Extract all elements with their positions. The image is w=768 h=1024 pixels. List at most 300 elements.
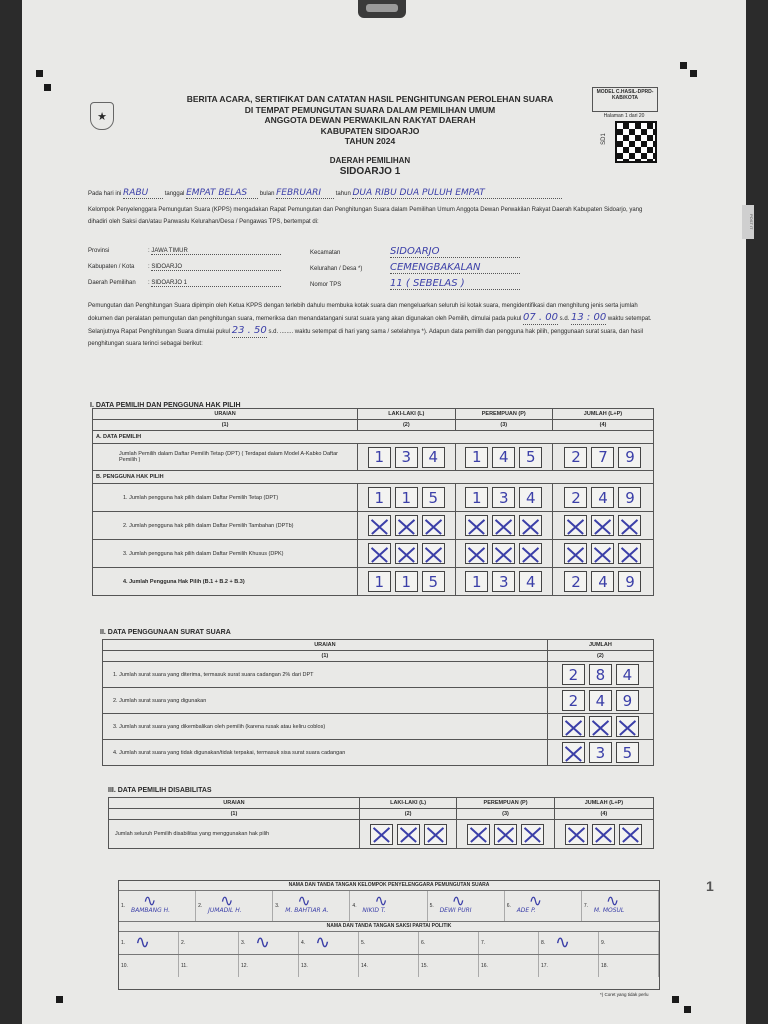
column-header: URAIAN — [109, 798, 360, 809]
crossed-box[interactable] — [465, 515, 488, 536]
saksi-signature-cell[interactable] — [539, 932, 599, 954]
digit-box[interactable]: 5 — [422, 487, 445, 508]
signature-scribble-icon: ∿ — [143, 891, 157, 910]
value-cell — [358, 484, 455, 512]
digit-box[interactable]: 1 — [368, 571, 391, 592]
column-header: URAIAN — [103, 640, 548, 651]
digit-box[interactable]: 4 — [492, 447, 515, 468]
kabupaten-label: Kabupaten / Kota — [88, 264, 135, 270]
kecamatan-label: Kecamatan — [310, 250, 341, 256]
column-number-row — [93, 420, 654, 431]
digit-box[interactable]: 9 — [616, 690, 639, 711]
kelurahan-label: Kelurahan / Desa *) — [310, 266, 363, 272]
form-title — [150, 94, 590, 147]
signature-scribble-icon: ∿ — [374, 891, 388, 910]
digit-box-group — [551, 742, 650, 763]
digit-box[interactable]: 5 — [422, 571, 445, 592]
value-cell — [547, 740, 653, 766]
signature-number: 9. — [601, 940, 606, 946]
row-label: 2. Jumlah pengguna hak pilih dalam Daftar Pemilih Tambahan (DPTb) — [93, 512, 358, 540]
table-row — [93, 540, 654, 568]
row-label: Jumlah Pemilih dalam Daftar Pemilih Tetap (DPT) ( Terdapat dalam Model A-Kabko Daftar Pemilih ) — [93, 444, 358, 471]
saksi-signature-cell[interactable] — [599, 932, 659, 954]
kpps-signature-cell[interactable] — [196, 891, 273, 921]
signature-number: 14. — [361, 963, 368, 969]
value-cell — [547, 688, 653, 714]
table-row — [103, 662, 654, 688]
digit-box[interactable]: 9 — [618, 487, 641, 508]
title-line: ANGGOTA DEWAN PERWAKILAN RAKYAT DAERAH — [264, 115, 476, 125]
row-label: 3. Jumlah surat suara yang dikembalikan oleh pemilih (karena rusak atau keliru coblos) — [103, 714, 548, 740]
tps-value[interactable]: 11 ( SEBELAS ) — [390, 278, 520, 290]
tanggal-value[interactable]: EMPAT BELAS — [186, 188, 258, 199]
saksi-signature-cell[interactable] — [239, 932, 299, 954]
selesai-time[interactable]: 13 : 00 — [571, 312, 607, 323]
daerah-label: DAERAH PEMILIHAN — [329, 156, 411, 165]
column-number-row — [103, 651, 654, 662]
waktu-setempat-text: waktu setempat. — [607, 316, 652, 322]
crossed-box[interactable] — [519, 543, 542, 564]
table-row — [93, 484, 654, 512]
crossed-box[interactable] — [521, 824, 544, 845]
table-row — [93, 431, 654, 444]
kpps-signature-name: JUMADIL H. — [208, 907, 242, 914]
crossed-box[interactable] — [424, 824, 447, 845]
crossed-box[interactable] — [395, 515, 418, 536]
signature-scribble-icon: ∿ — [605, 891, 620, 910]
kecamatan-row — [310, 246, 520, 258]
saksi-signature-cell[interactable] — [479, 932, 539, 954]
signature-number: 17. — [541, 963, 548, 969]
digit-box[interactable]: 2 — [564, 571, 587, 592]
digit-box[interactable]: 4 — [422, 447, 445, 468]
time-text-a: Pemungutan dan Penghitungan Suara dipimpin oleh Ketua KPPS dengan terlebih dahulu membuka kotak suara dan mengeluarkan seluruh isi kotak suara, mengidentifikasi dan menghitung jenis serta jumlah dokumen dan peralatan pemungutan dan penghitungan suara, memeriksa dan menandatangani surat suara yang akan digunakan oleh Pemilih, dimulai pada pukul — [88, 303, 638, 322]
column-number: (1) — [103, 651, 548, 662]
value-cell — [552, 568, 653, 596]
kelurahan-value[interactable]: CEMENGBAKALAN — [390, 262, 520, 274]
digit-box[interactable]: 1 — [395, 487, 418, 508]
column-number: (3) — [455, 420, 552, 431]
corner-mark-icon — [36, 70, 43, 77]
digit-box-group — [361, 487, 451, 508]
crossed-box[interactable] — [467, 824, 490, 845]
hari-value[interactable]: RABU — [123, 188, 163, 199]
signature-number: 6. — [506, 903, 511, 909]
subsection-label: A. DATA PEMILIH — [93, 431, 654, 444]
column-header: PEREMPUAN (P) — [455, 409, 552, 420]
kecamatan-value[interactable]: SIDOARJO — [390, 246, 520, 258]
crossed-box[interactable] — [519, 515, 542, 536]
saksi-signature-cell[interactable] — [239, 955, 299, 977]
digit-box-group — [551, 664, 650, 685]
bulan-label: bulan — [259, 191, 275, 197]
value-cell — [552, 512, 653, 540]
crossed-box[interactable] — [616, 716, 639, 737]
title-line: BERITA ACARA, SERTIFIKAT DAN CATATAN HASIL PENGHITUNGAN PEROLEHAN SUARA — [186, 94, 554, 104]
signature-number: 7. — [583, 903, 589, 909]
saksi-signature-cell[interactable] — [419, 955, 479, 977]
digit-box-group — [459, 447, 549, 468]
section-2-title: II. DATA PENGGUNAAN SURAT SUARA — [100, 629, 231, 636]
section-3-title: III. DATA PEMILIH DISABILITAS — [108, 787, 212, 794]
kelurahan-row — [310, 262, 520, 274]
digit-box-group — [556, 543, 650, 564]
title-line: TAHUN 2024 — [344, 136, 396, 146]
digit-box[interactable]: 4 — [589, 690, 612, 711]
provinsi-row: Provinsi : JAWA TIMUR — [88, 248, 281, 255]
digit-box-group — [460, 824, 550, 845]
saksi-signature-cell[interactable] — [179, 932, 239, 954]
table-header-row — [103, 640, 654, 651]
digit-box[interactable]: 1 — [368, 487, 391, 508]
column-header: JUMLAH — [547, 640, 653, 651]
digit-box[interactable]: 4 — [519, 571, 542, 592]
signature-scribble-icon: ∿ — [297, 891, 311, 910]
kpps-signature-cell[interactable] — [273, 891, 350, 921]
table-row — [103, 714, 654, 740]
column-header: LAKI-LAKI (L) — [358, 409, 455, 420]
digit-box-group — [556, 571, 650, 592]
dapil-value[interactable]: SIDOARJO 1 — [151, 280, 281, 287]
ballot-usage-table — [102, 639, 654, 766]
digit-box-group — [361, 543, 451, 564]
value-cell — [552, 540, 653, 568]
date-line — [88, 188, 562, 199]
value-cell — [359, 820, 456, 849]
corner-mark-icon — [56, 996, 63, 1003]
saksi-signature-cell[interactable] — [599, 955, 659, 977]
subsection-label: B. PENGGUNA HAK PILIH — [93, 471, 654, 484]
kpps-signature-title: NAMA DAN TANDA TANGAN KELOMPOK PENYELENGGARA PEMUNGUTAN SUARA — [119, 881, 659, 891]
digit-box-group — [459, 571, 549, 592]
signature-scribble-icon: ∿ — [255, 932, 271, 953]
signature-number: 1. — [121, 940, 126, 946]
column-number: (2) — [359, 809, 456, 820]
kpps-signature-row — [119, 891, 659, 922]
saksi-signature-cell[interactable] — [419, 932, 479, 954]
signature-scribble-icon: ∿ — [135, 932, 151, 953]
saksi-signature-cell[interactable] — [539, 955, 599, 977]
qr-code-icon — [615, 121, 657, 163]
crossed-box[interactable] — [492, 515, 515, 536]
title-line: KABUPATEN SIDOARJO — [320, 125, 420, 136]
saksi-signature-cell[interactable] — [119, 932, 179, 954]
signature-number: 1. — [121, 903, 126, 909]
digit-box[interactable]: 8 — [589, 664, 612, 685]
crossed-box[interactable] — [368, 543, 391, 564]
saksi-signature-cell[interactable] — [119, 955, 179, 977]
digit-box-group — [363, 824, 453, 845]
value-cell — [455, 444, 552, 471]
digit-box[interactable]: 9 — [618, 447, 641, 468]
hari-label: Pada hari ini — [88, 191, 122, 197]
digit-box-group — [556, 447, 650, 468]
tps-row — [310, 278, 520, 290]
signature-scribble-icon: ∿ — [555, 932, 571, 953]
saksi-signature-cell[interactable] — [359, 932, 419, 954]
value-cell — [358, 568, 455, 596]
kpps-signature-cell[interactable] — [428, 891, 505, 921]
signature-number: 5. — [361, 940, 366, 946]
digit-box[interactable]: 4 — [519, 487, 542, 508]
kpps-signature-name: BAMBANG H. — [131, 907, 171, 914]
saksi-signature-cell[interactable] — [179, 955, 239, 977]
kpps-signature-name: NIKID T. — [362, 907, 386, 914]
digit-box[interactable]: 9 — [618, 571, 641, 592]
value-cell — [547, 662, 653, 688]
digit-box[interactable]: 4 — [616, 664, 639, 685]
row-label: 4. Jumlah surat suara yang tidak digunakan/tidak terpakai, termasuk sisa surat suara cadangan — [103, 740, 548, 766]
digit-box[interactable]: 1 — [368, 447, 391, 468]
sd-text: s.d. — [268, 329, 279, 335]
saksi-signature-cell[interactable] — [359, 955, 419, 977]
tps-label: Nomor TPS — [310, 282, 342, 288]
sd-text: s.d. — [559, 316, 570, 322]
digit-box-group — [551, 690, 650, 711]
signature-number: 18. — [601, 963, 608, 969]
value-cell — [552, 484, 653, 512]
row-label: 3. Jumlah pengguna hak pilih dalam Daftar Pemilih Khusus (DPK) — [93, 540, 358, 568]
kabupaten-row: Kabupaten / Kota : SIDOARJO — [88, 264, 281, 271]
column-number: (1) — [109, 809, 360, 820]
column-header: JUMLAH (L+P) — [552, 409, 653, 420]
digit-box-group — [361, 571, 451, 592]
digit-box-group — [556, 515, 650, 536]
value-cell — [455, 568, 552, 596]
table-row — [103, 740, 654, 766]
row-label: 4. Jumlah Pengguna Hak Pilih (B.1 + B.2 + B.3) — [93, 568, 358, 596]
crossed-box[interactable] — [397, 824, 420, 845]
column-number: (3) — [457, 809, 554, 820]
table-header-row — [109, 798, 654, 809]
saksi-signature-cell[interactable] — [479, 955, 539, 977]
corner-mark-icon — [690, 70, 697, 77]
column-number: (1) — [93, 420, 358, 431]
column-number: (4) — [554, 809, 653, 820]
tahun-value[interactable]: DUA RIBU DUA PULUH EMPAT — [352, 188, 562, 199]
time-paragraph: Pemungutan dan Penghitungan Suara dipimpin oleh Ketua KPPS dengan terlebih dahulu membuka kotak suara dan mengeluarkan seluruh isi kotak suara, mengidentifikasi dan menghitung jenis serta jumlah dokumen dan peralatan pemungutan dan penghitungan suara, memeriksa dan menandatangani surat suara yang akan digunakan oleh Pemilih, dimulai pada pukul 07 . 00 s.d. 13 : 00 waktu setempat. Selanjutnya Rapat Penghitungan Suara dimulai pukul 23 . 50 s.d. ........ waktu setempat di hari yang sama / setelahnya *). Adapun data pemilih dan pengguna hak pilih, penggunaan surat suara, dan hasil penghitungan suara terinci sebagai berikut: — [88, 303, 652, 347]
row-label: Jumlah seluruh Pemilih disabilitas yang menggunakan hak pilih — [109, 820, 360, 849]
table-header-row — [93, 409, 654, 420]
signature-number: 10. — [121, 963, 128, 969]
column-header: PEREMPUAN (P) — [457, 798, 554, 809]
dapil-label: Daerah Pemilihan — [88, 280, 136, 286]
value-cell — [358, 512, 455, 540]
table-row — [93, 568, 654, 596]
signature-number: 7. — [481, 940, 486, 946]
digit-box-group — [551, 716, 650, 737]
digit-box-group — [459, 543, 549, 564]
kpps-signature-name: DEWI PURI — [439, 907, 472, 914]
crossed-box[interactable] — [564, 515, 587, 536]
kpps-signature-name: M. BAHTIAR A. — [285, 907, 329, 914]
column-number: (2) — [547, 651, 653, 662]
crossed-box[interactable] — [562, 716, 585, 737]
signature-number: 15. — [421, 963, 428, 969]
value-cell — [547, 714, 653, 740]
signature-number: 8. — [541, 940, 546, 946]
daerah-value: SIDOARJO 1 — [339, 166, 401, 177]
digit-box[interactable]: 3 — [492, 487, 515, 508]
table-row — [93, 512, 654, 540]
signature-number: 13. — [301, 963, 308, 969]
crossed-box[interactable] — [494, 824, 517, 845]
title-line: DI TEMPAT PEMUNGUTAN SUARA DALAM PEMILIHAN UMUM — [244, 104, 496, 115]
signature-scribble-icon: ∿ — [451, 891, 465, 910]
table-row — [109, 820, 654, 849]
signature-number: 12. — [241, 963, 248, 969]
tahun-label: tahun — [335, 191, 351, 197]
digit-box[interactable]: 2 — [562, 690, 585, 711]
row-label: 1. Jumlah surat suara yang diterima, termasuk surat suara cadangan 2% dari DPT — [103, 662, 548, 688]
digit-box[interactable]: 4 — [591, 487, 614, 508]
value-cell — [457, 820, 554, 849]
tanggal-label: tanggal — [164, 191, 185, 197]
value-cell — [455, 540, 552, 568]
digit-box[interactable]: 2 — [564, 447, 587, 468]
crossed-box[interactable] — [370, 824, 393, 845]
saksi-signature-row — [119, 932, 659, 955]
kpps-signature-cell[interactable] — [350, 891, 427, 921]
saksi-signature-title: NAMA DAN TANDA TANGAN SAKSI PARTAI POLITIK — [119, 922, 659, 932]
model-box: MODEL C.HASIL-DPRD-KAB/KOTA — [592, 87, 658, 112]
crossed-box[interactable] — [589, 716, 612, 737]
kabupaten-value[interactable]: SIDOARJO — [151, 264, 281, 271]
column-header: URAIAN — [93, 409, 358, 420]
digit-box-group — [558, 824, 650, 845]
value-cell — [552, 444, 653, 471]
kpps-signature-name: M. MOSUL — [593, 907, 625, 914]
intro-paragraph: Kelompok Penyelenggara Pemungutan Suara (KPPS) mengadakan Rapat Pemungutan dan Penghitungan Suara dalam Pemilihan Umum Anggota Dewan Perwakilan Rakyat Daerah Kabupaten Sidoarjo, yang dihadiri oleh Saksi dan/atau Panwaslu Kelurahan/Desa / Pengawas TPS, bertempat di: — [88, 207, 643, 225]
crossed-box[interactable] — [618, 515, 641, 536]
provinsi-value[interactable]: JAWA TIMUR — [151, 248, 281, 255]
signature-number: 4. — [352, 903, 357, 909]
footnote: *) Coret yang tidak perlu — [600, 992, 649, 997]
crossed-box[interactable] — [619, 824, 642, 845]
crossed-box[interactable] — [422, 515, 445, 536]
hitung-mulai-time[interactable]: 23 . 50 — [231, 325, 267, 336]
digit-box[interactable]: 5 — [616, 742, 639, 763]
signature-number: 11. — [181, 963, 188, 969]
digit-box[interactable]: 3 — [589, 742, 612, 763]
saksi-signature-cell[interactable] — [299, 932, 359, 954]
electoral-district — [250, 155, 490, 177]
crossed-box[interactable] — [395, 543, 418, 564]
digit-box-group — [556, 487, 650, 508]
digit-box[interactable]: 1 — [395, 571, 418, 592]
corner-mark-icon — [684, 1006, 691, 1013]
side-sticker: POST IT — [742, 205, 754, 239]
value-cell — [358, 540, 455, 568]
time-text-b: Selanjutnya Rapat Penghitungan Suara dimulai pukul — [88, 329, 231, 335]
table-row — [93, 444, 654, 471]
page-indicator: Halaman 1 dari 20 — [603, 113, 645, 119]
bulan-value[interactable]: FEBRUARI — [276, 188, 334, 199]
signature-number: 5. — [429, 903, 434, 909]
crossed-box[interactable] — [591, 515, 614, 536]
mulai-time[interactable]: 07 . 00 — [522, 312, 558, 323]
digit-box-group — [459, 515, 549, 536]
crossed-box[interactable] — [591, 543, 614, 564]
digit-box[interactable]: 5 — [519, 447, 542, 468]
column-header: LAKI-LAKI (L) — [359, 798, 456, 809]
crossed-box[interactable] — [422, 543, 445, 564]
signature-number: 4. — [301, 940, 306, 946]
dapil-row: Daerah Pemilihan : SIDOARJO 1 — [88, 280, 281, 287]
saksi-signature-cell[interactable] — [299, 955, 359, 977]
crossed-box[interactable] — [562, 742, 585, 763]
signature-block — [118, 880, 660, 990]
signature-number: 2. — [198, 903, 203, 909]
signature-number: 3. — [241, 940, 246, 946]
table-row — [93, 471, 654, 484]
crossed-box[interactable] — [564, 543, 587, 564]
signature-number: 3. — [275, 903, 280, 909]
digit-box-group — [459, 487, 549, 508]
signature-scribble-icon: ∿ — [315, 932, 331, 953]
crossed-box[interactable] — [592, 824, 615, 845]
digit-box[interactable]: 2 — [564, 487, 587, 508]
crossed-box[interactable] — [492, 543, 515, 564]
digit-box[interactable]: 7 — [591, 447, 614, 468]
sd-code: SD1 — [600, 133, 607, 145]
crossed-box[interactable] — [618, 543, 641, 564]
digit-box[interactable]: 1 — [465, 447, 488, 468]
digit-box[interactable]: 4 — [591, 571, 614, 592]
column-number: (4) — [552, 420, 653, 431]
digit-box[interactable]: 3 — [395, 447, 418, 468]
kpps-signature-cell[interactable] — [505, 891, 582, 921]
signature-scribble-icon: ∿ — [220, 891, 234, 910]
row-label: 2. Jumlah surat suara yang digunakan — [103, 688, 548, 714]
signature-number: 2. — [181, 940, 186, 946]
corner-mark-icon — [672, 996, 679, 1003]
row-label: 1. Jumlah pengguna hak pilih dalam Daftar Pemilih Tetap (DPT) — [93, 484, 358, 512]
digit-box[interactable]: 1 — [465, 487, 488, 508]
kpu-logo-icon: ★ — [90, 102, 114, 130]
digit-box[interactable]: 3 — [492, 571, 515, 592]
section-1-title: I. DATA PEMILIH DAN PENGGUNA HAK PILIH — [90, 402, 241, 409]
column-header: JUMLAH (L+P) — [554, 798, 653, 809]
digit-box-group — [361, 515, 451, 536]
provinsi-label: Provinsi — [88, 248, 110, 254]
kpps-signature-name: ADE P. — [516, 907, 536, 914]
signature-number: 16. — [481, 963, 488, 969]
crossed-box[interactable] — [465, 543, 488, 564]
digit-box[interactable]: 2 — [562, 664, 585, 685]
signature-scribble-icon: ∿ — [528, 891, 543, 910]
kpps-signature-cell[interactable] — [119, 891, 196, 921]
page-number: 1 — [706, 878, 714, 894]
time-text-c: waktu setempat di hari yang sama / setelahnya *). Adapun data pemilih dan pengguna hak pilih, penggunaan surat suara, dan hasil penghitungan suara terinci sebagai berikut: — [88, 329, 644, 347]
digit-box-group — [361, 447, 451, 468]
digit-box[interactable]: 1 — [465, 571, 488, 592]
column-number-row — [109, 809, 654, 820]
crossed-box[interactable] — [368, 515, 391, 536]
signature-number: 6. — [421, 940, 426, 946]
crossed-box[interactable] — [565, 824, 588, 845]
corner-mark-icon — [44, 84, 51, 91]
voter-data-table — [92, 408, 654, 596]
column-number: (2) — [358, 420, 455, 431]
saksi-signature-row — [119, 955, 659, 977]
value-cell — [554, 820, 653, 849]
corner-mark-icon — [680, 62, 687, 69]
value-cell — [358, 444, 455, 471]
value-cell — [455, 512, 552, 540]
kpps-signature-cell[interactable] — [582, 891, 659, 921]
table-row — [103, 688, 654, 714]
